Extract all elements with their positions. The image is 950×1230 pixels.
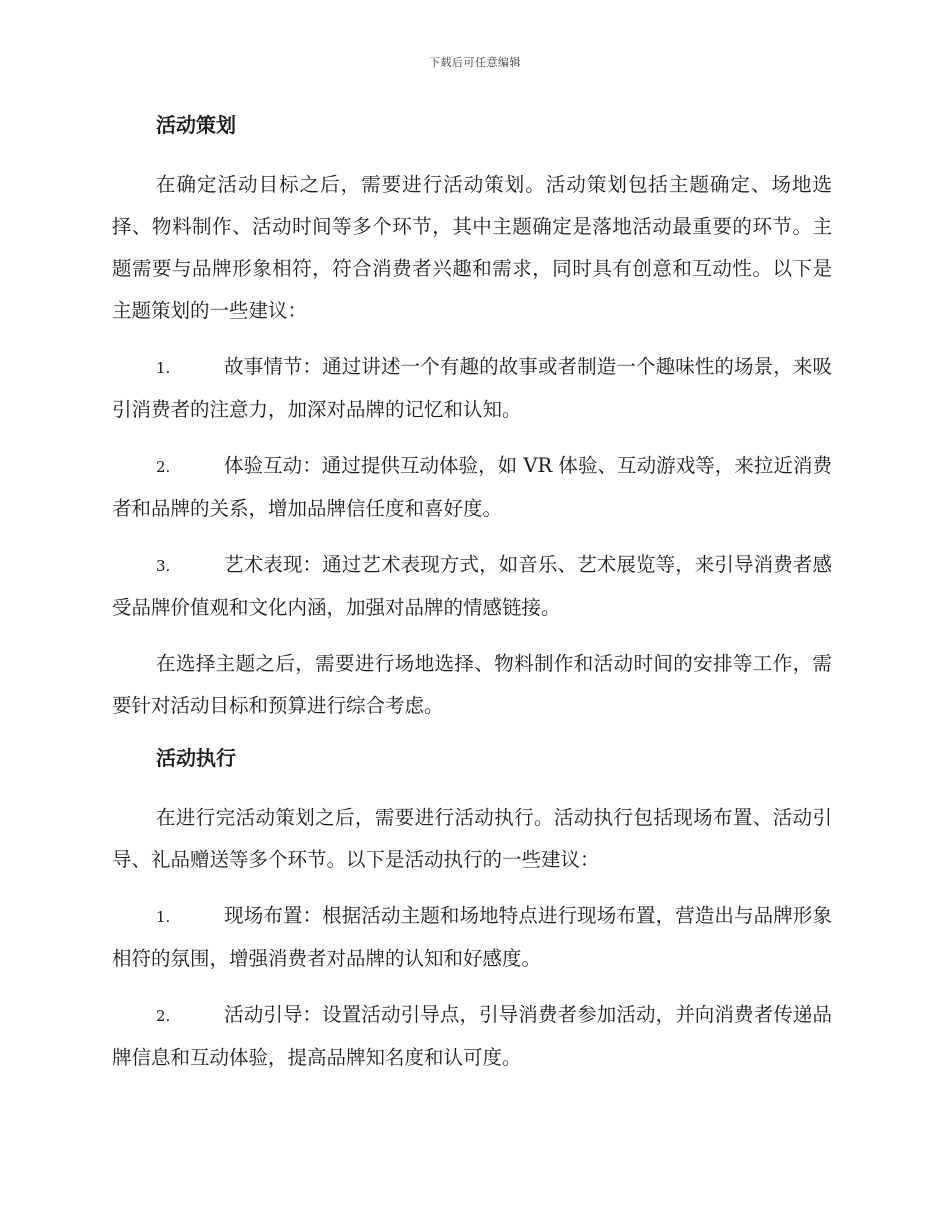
- page-header: 下载后可任意编辑: [429, 56, 521, 69]
- list-number: 2.: [156, 1007, 171, 1025]
- list-item-text: 故事情节：通过讲述一个有趣的故事或者制造一个趣味性的场景，来吸引消费者的注意力，加深对品牌的记忆和认知。: [112, 355, 832, 421]
- list-number: 1.: [156, 908, 171, 926]
- list-item: [112, 994, 832, 1079]
- section-heading-execution: 活动执行: [156, 746, 236, 770]
- paragraph-execution-intro: 在进行完活动策划之后，需要进行活动执行。活动执行包括现场布置、活动引导、礼品赠送等多个环节。以下是活动执行的一些建议：: [112, 806, 832, 871]
- list-item: [112, 895, 832, 980]
- list-item: [112, 346, 832, 431]
- list-item-text: 艺术表现：通过艺术表现方式，如音乐、艺术展览等，来引导消费者感受品牌价值观和文化内涵，加强对品牌的情感链接。: [112, 553, 832, 619]
- list-number: 1.: [156, 359, 171, 377]
- list-item: [112, 445, 832, 530]
- list-item-text: 体验互动：通过提供互动体验，如 VR 体验、互动游戏等，来拉近消费者和品牌的关系，增加品牌信任度和喜好度。: [112, 454, 832, 520]
- list-item-text: 现场布置：根据活动主题和场地特点进行现场布置，营造出与品牌形象相符的氛围，增强消费者对品牌的认知和好感度。: [112, 904, 832, 970]
- list-item-text: 活动引导：设置活动引导点，引导消费者参加活动，并向消费者传递品牌信息和互动体验，提高品牌知名度和认可度。: [112, 1003, 832, 1069]
- document-body: [112, 108, 832, 1093]
- list-number: 2.: [156, 458, 171, 476]
- section-heading-planning: 活动策划: [156, 113, 236, 137]
- list-item: [112, 544, 832, 629]
- paragraph-planning-intro: 在确定活动目标之后，需要进行活动策划。活动策划包括主题确定、场地选择、物料制作、活动时间等多个环节，其中主题确定是落地活动最重要的环节。主题需要与品牌形象相符，符合消费者兴趣和需求，同时具有创意和互动性。以下是主题策划的一些建议：: [112, 173, 832, 322]
- list-number: 3.: [156, 557, 171, 575]
- paragraph-planning-outro: 在选择主题之后，需要进行场地选择、物料制作和活动时间的安排等工作，需要针对活动目标和预算进行综合考虑。: [112, 652, 832, 717]
